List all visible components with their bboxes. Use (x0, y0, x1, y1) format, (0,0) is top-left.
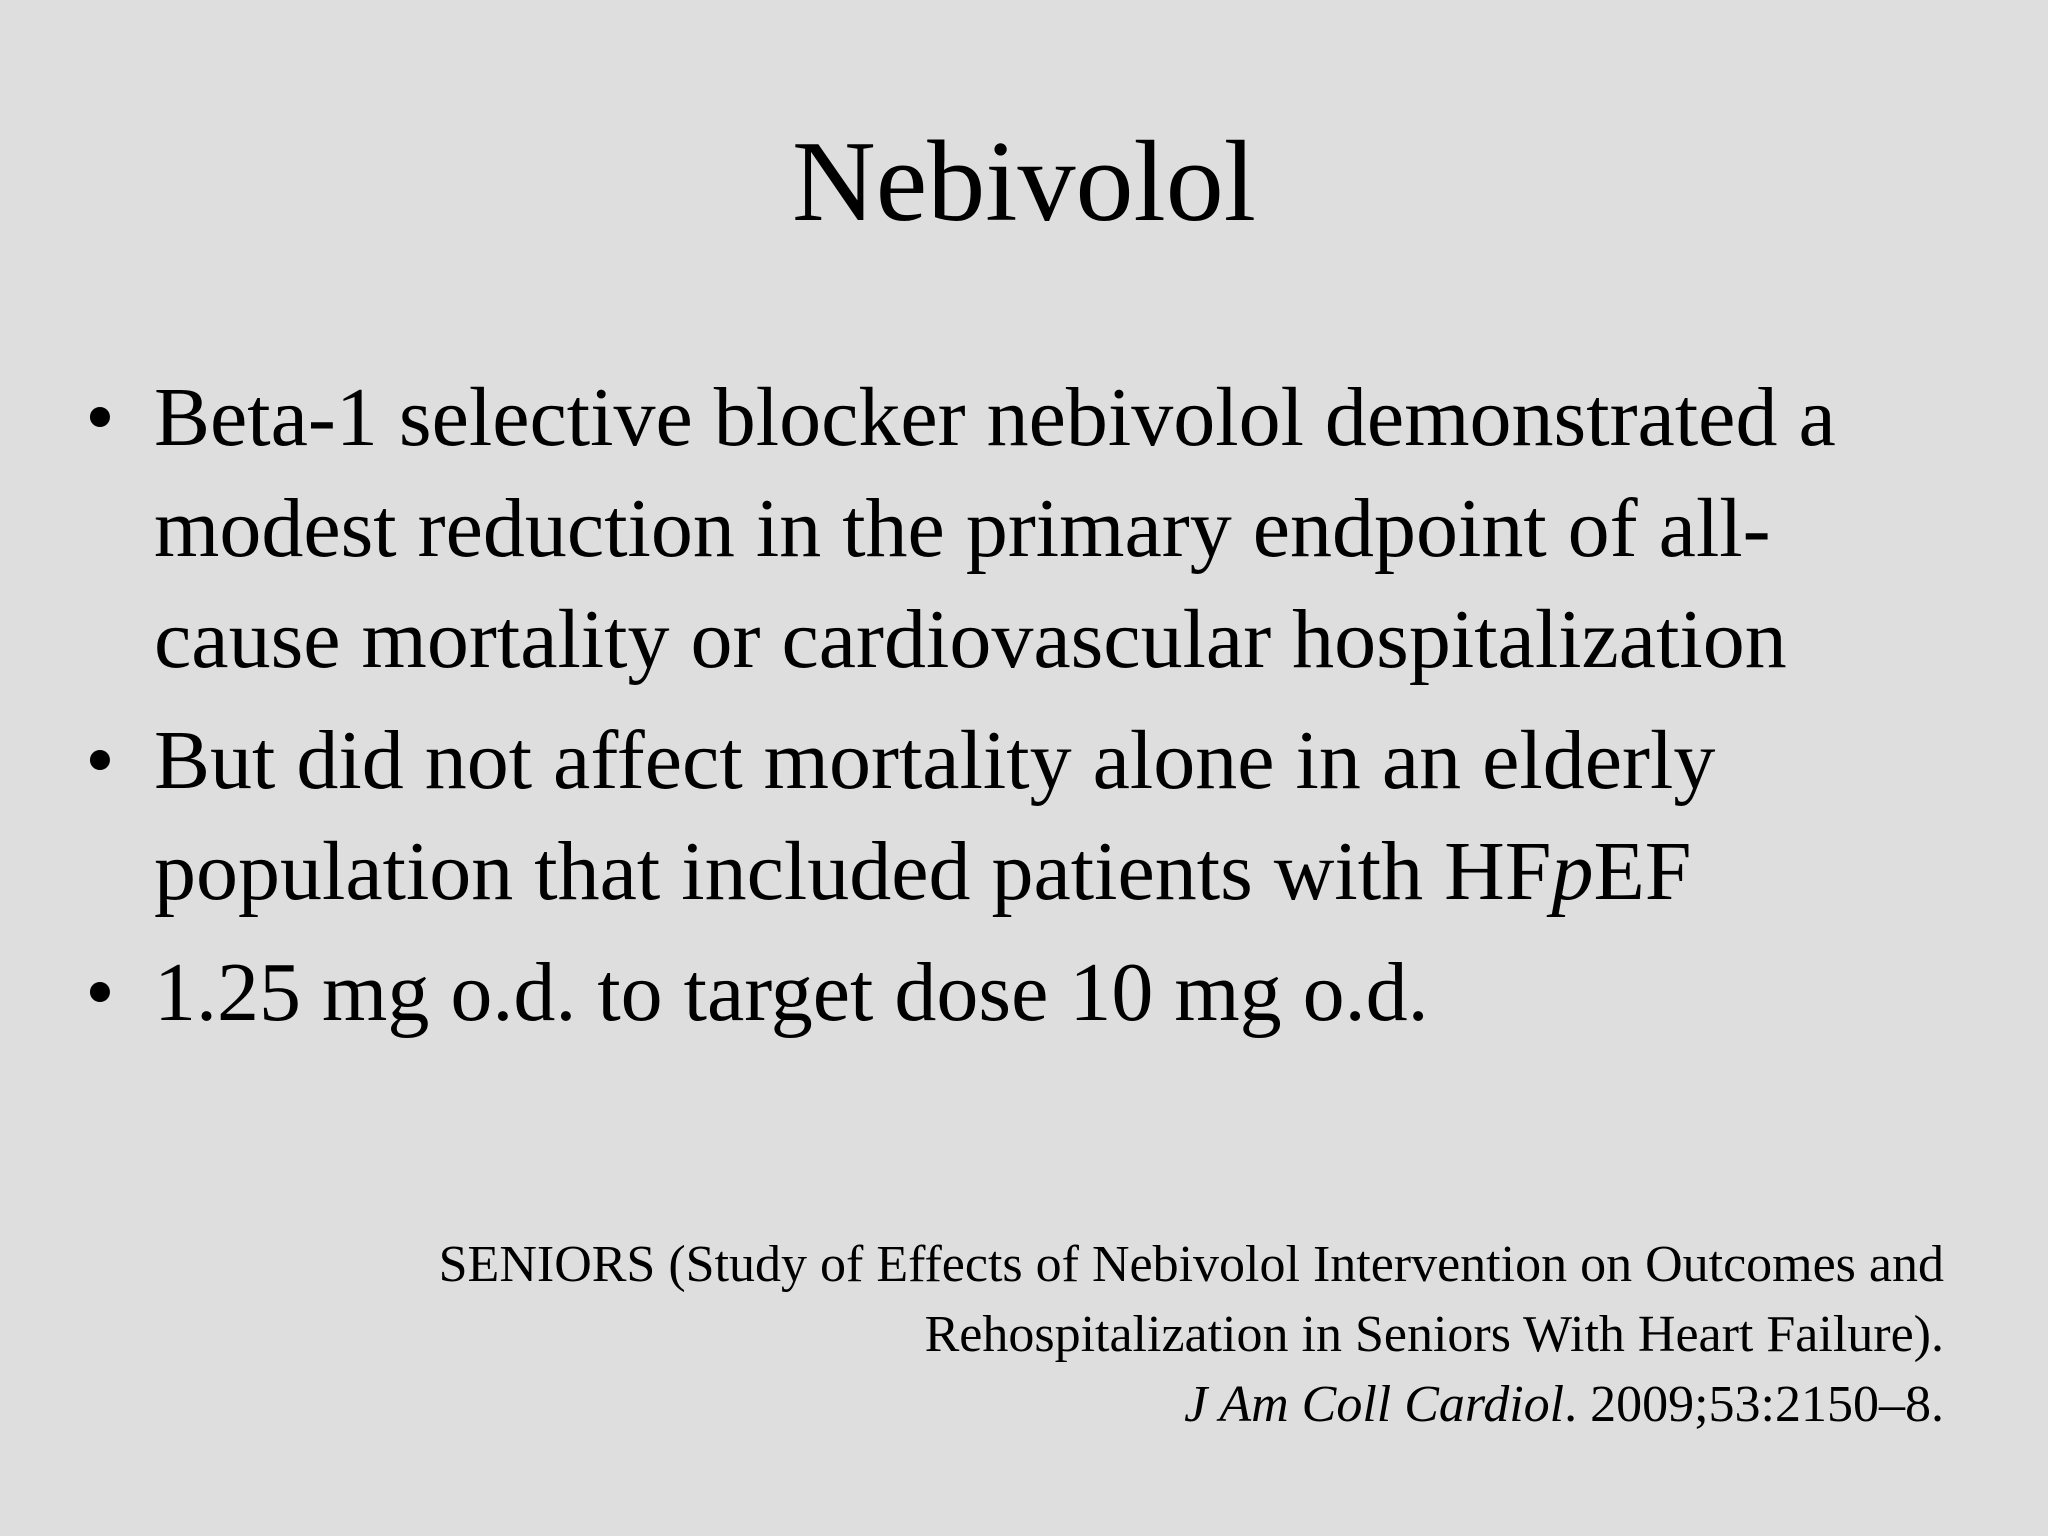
citation-reference (144, 1230, 1944, 1440)
bullet-list (70, 362, 1950, 1048)
bullet-text: 1.25 mg o.d. to target dose 10 mg o.d. (154, 946, 1429, 1039)
bullet-text-start: But did not affect mortality alone in an elderly population that included patients with HF (154, 714, 1716, 918)
bullet-item-2 (70, 705, 1950, 927)
bullet-marker: • (85, 714, 115, 807)
journal-name: J Am Coll Cardiol (1184, 1376, 1565, 1433)
bullet-item-1 (70, 362, 1950, 695)
citation-line-1: SENIORS (Study of Effects of Nebivolol Intervention on Outcomes and (438, 1236, 1944, 1293)
journal-details: . 2009;53:2150–8. (1564, 1376, 1944, 1433)
citation-line-3 (144, 1370, 1944, 1440)
slide-title: Nebivolol (792, 118, 1256, 246)
bullet-marker: • (85, 946, 115, 1039)
bullet-item-3 (70, 937, 1950, 1048)
bullet-text-italic: p (1551, 825, 1594, 918)
bullet-marker: • (85, 371, 115, 464)
citation-line-2: Rehospitalization in Seniors With Heart Failure). (924, 1306, 1944, 1363)
bullet-text (154, 714, 1715, 918)
bullet-text-end: EF (1593, 825, 1692, 918)
bullet-text: Beta-1 selective blocker nebivolol demonstrated a modest reduction in the primary endpoint of all-cause mortality or cardiovascular hospitalization (154, 371, 1836, 686)
